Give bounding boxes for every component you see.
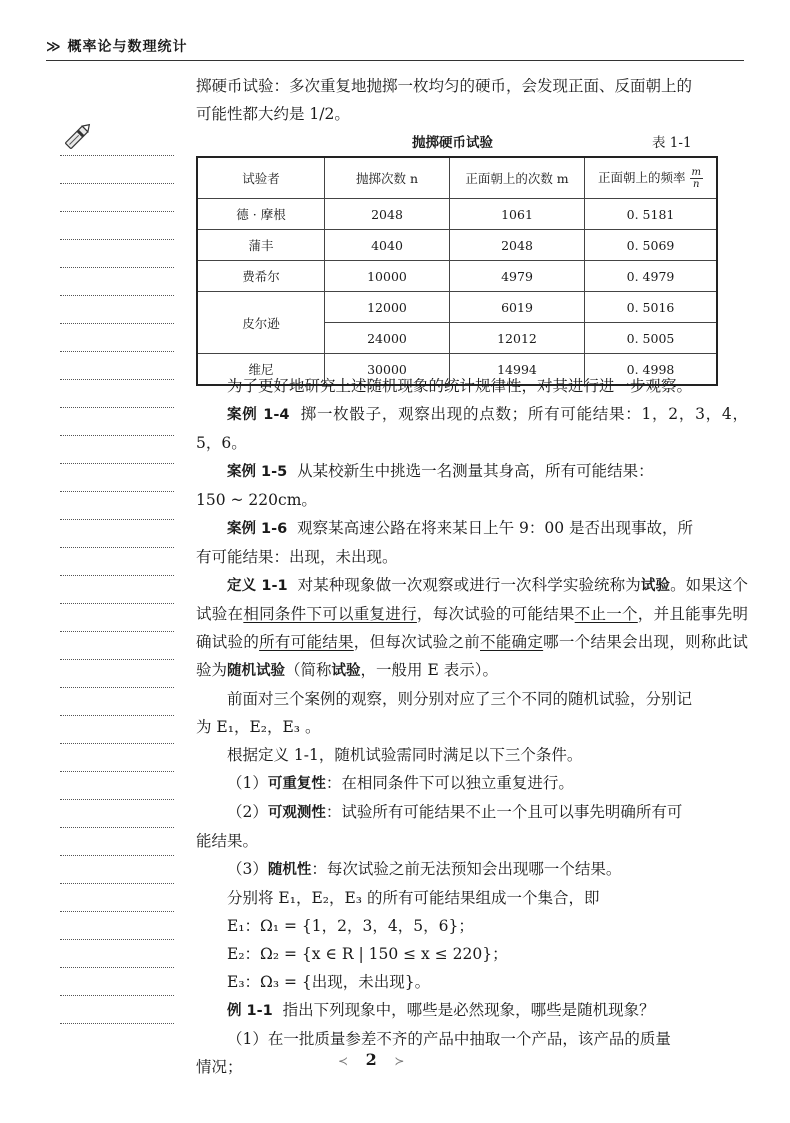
cell: 30000 [325,354,450,386]
note-line [60,631,174,632]
note-line [60,547,174,548]
condition-1 [196,769,748,798]
header-cell: 试验者 [197,157,325,199]
note-line [60,267,174,268]
note-line [60,211,174,212]
def-text: 如果这个试验在 [196,576,748,623]
cell: 4979 [450,261,585,292]
term-trial: 试验 [640,578,671,594]
condition-2 [196,798,748,827]
underlined-term: 相同条件下可以重复进行 [243,605,417,623]
frequency-fraction [690,167,703,190]
example-item-cont: 情况； [196,1058,243,1076]
intro-line: 可能性都大约是 1/2。 [196,105,350,123]
header-cell [585,157,718,199]
sample-space-3: E₃：Ω₃ = {出现，未出现}。 [227,973,431,991]
note-line [60,183,174,184]
definition-1-1: 定义 1-1 对某种现象做一次观察或进行一次科学实验统称为试验。如果这个试验在相同条件下可以重复进行，每次试验的可能结果不止一个，并且能事先明确试验的所有可能结果，但每次试验之前不能确定哪一个结果会出现，则称此试验为随机试验（简称试验，一般用 E 表示）。 [196,576,748,679]
note-line [60,715,174,716]
underlined-term: 不止一个 [574,605,638,623]
note-line [60,911,174,912]
table-row [197,261,717,292]
underlined-term: 不能确定 [480,633,544,651]
note-line [60,1023,174,1024]
paragraph: 为 E₁，E₂，E₃ 。 [196,718,321,736]
case-1-6 [196,514,748,543]
note-line [60,995,174,996]
intro-line: 掷硬币试验：多次重复地抛掷一枚均匀的硬币，会发现正面、反面朝上的 [196,77,693,95]
condition-text: ：试验所有可能结果不止一个且可以事先明确所有可 [325,803,683,821]
table-title: 抛掷硬币试验 [412,135,493,151]
note-line [60,939,174,940]
case-1-6-cont: 有可能结果：出现，未出现。 [196,548,398,566]
case-label: 案例 1-6 [227,521,288,537]
note-line [60,659,174,660]
underlined-term: 所有可能结果 [259,633,354,651]
note-line [60,519,174,520]
cell: 12000 [325,292,450,323]
cell: 14994 [450,354,585,386]
page-number: 2 [365,1050,383,1069]
cell: 12012 [450,323,585,354]
note-line [60,575,174,576]
sample-space-1: E₁：Ω₁ = {1，2，3，4，5，6}； [227,917,474,935]
condition-number: （1） [227,774,268,792]
condition-2-cont: 能结果。 [196,832,259,850]
cell: 0. 4998 [585,354,718,386]
def-text: ，并且能事先明确试验的 [196,605,748,651]
def-text: 对某种现象做一次观察或进行一次科学实验统称为 [297,576,641,594]
cell: 蒲丰 [197,230,325,261]
case-text: 观察某高速公路在将来某日上午 9：00 是否出现事故，所 [297,519,694,537]
pen-icon [60,118,96,154]
note-line [60,603,174,604]
note-line [60,435,174,436]
table-row [197,230,717,261]
def-text: ，一般用 E 表示）。 [360,661,498,679]
note-line [60,687,174,688]
note-line [60,855,174,856]
def-text: ，但每次试验之前 [353,633,480,651]
fraction-numerator: m [691,166,701,178]
cell: 4040 [325,230,450,261]
table-row [197,199,717,230]
example-1-1 [196,996,748,1025]
table-row [197,292,717,323]
case-label: 案例 1-4 [227,407,290,423]
intro-text [196,72,748,128]
definition-label: 定义 1-1 [227,578,288,594]
cell: 6019 [450,292,585,323]
cell: 10000 [325,261,450,292]
header-cell: 正面朝上的次数 m [450,157,585,199]
note-line [60,967,174,968]
condition-label: 可重复性 [267,776,326,792]
case-1-5-cont: 150 ~ 220cm。 [196,491,317,509]
note-line [60,323,174,324]
cell: 0. 5005 [585,323,718,354]
paragraph: 根据定义 1-1，随机试验需同时满足以下三个条件。 [227,746,583,764]
example-label: 例 1-1 [227,1003,273,1019]
note-line [60,743,174,744]
cell: 2048 [325,199,450,230]
note-line [60,799,174,800]
note-line [60,771,174,772]
cell: 1061 [450,199,585,230]
right-arrow-icon: ≻ [394,1054,411,1068]
body-text [196,372,748,1081]
note-line [60,463,174,464]
paragraph: 前面对三个案例的观察，则分别对应了三个不同的随机试验，分别记 [227,690,693,708]
page-number-footer [338,1050,410,1069]
case-text: 掷一枚骰子，观察出现的点数；所有可能结果：1，2，3，4，5，6。 [196,405,748,452]
cell: 0. 4979 [585,261,718,292]
table-header-row [197,157,717,199]
cell: 2048 [450,230,585,261]
term-random-trial: 随机试验 [227,663,286,679]
note-line [60,379,174,380]
note-line [60,827,174,828]
cell: 皮尔逊 [197,292,325,354]
header-text: 正面朝上的频率 [598,169,686,185]
coin-toss-table [196,156,718,386]
condition-3 [196,855,748,884]
def-text: （简称 [285,661,332,679]
note-line [60,351,174,352]
def-text: 哪一个结果会出现，则称此试验为 [196,633,748,679]
case-1-4 [196,400,748,457]
case-1-5 [196,457,748,486]
note-line [60,407,174,408]
note-line [60,239,174,240]
cell: 德 · 摩根 [197,199,325,230]
sample-space-2: E₂：Ω₂ = {x ∈ R | 150 ≤ x ≤ 220}； [227,945,508,963]
condition-number: （2） [227,803,268,821]
header-rule [46,60,744,61]
condition-number: （3） [227,860,268,878]
case-text: 从某校新生中挑选一名测量其身高，所有可能结果： [297,462,654,480]
def-text: ，每次试验的可能结果 [416,605,575,623]
condition-text: ：每次试验之前无法预知会出现哪一个结果。 [311,860,622,878]
condition-label: 随机性 [267,862,312,878]
paragraph: 为了更好地研究上述随机现象的统计规律性，对其进行进一步观察。 [227,377,693,395]
example-item: （1）在一批质量参差不齐的产品中抽取一个产品，该产品的质量 [227,1030,671,1048]
condition-label: 可观测性 [267,805,326,821]
term-trial: 试验 [331,663,361,679]
header-cell: 抛掷次数 n [325,157,450,199]
cell: 0. 5181 [585,199,718,230]
note-line [60,491,174,492]
condition-text: ：在相同条件下可以独立重复进行。 [325,774,574,792]
example-text: 指出下列现象中，哪些是必然现象，哪些是随机现象？ [282,1001,655,1019]
cell: 0. 5069 [585,230,718,261]
paragraph: 分别将 E₁，E₂，E₃ 的所有可能结果组成一个集合，即 [227,889,600,907]
note-line [60,155,174,156]
table-number: 表 1-1 [652,135,692,151]
left-arrow-icon: ≺ [338,1054,355,1068]
note-line [60,883,174,884]
running-header: ≫ 概率论与数理统计 [46,39,188,55]
cell: 0. 5016 [585,292,718,323]
note-line [60,295,174,296]
cell: 维尼 [197,354,325,386]
cell: 费希尔 [197,261,325,292]
fraction-denominator: n [693,178,700,190]
case-label: 案例 1-5 [227,464,288,480]
cell: 24000 [325,323,450,354]
